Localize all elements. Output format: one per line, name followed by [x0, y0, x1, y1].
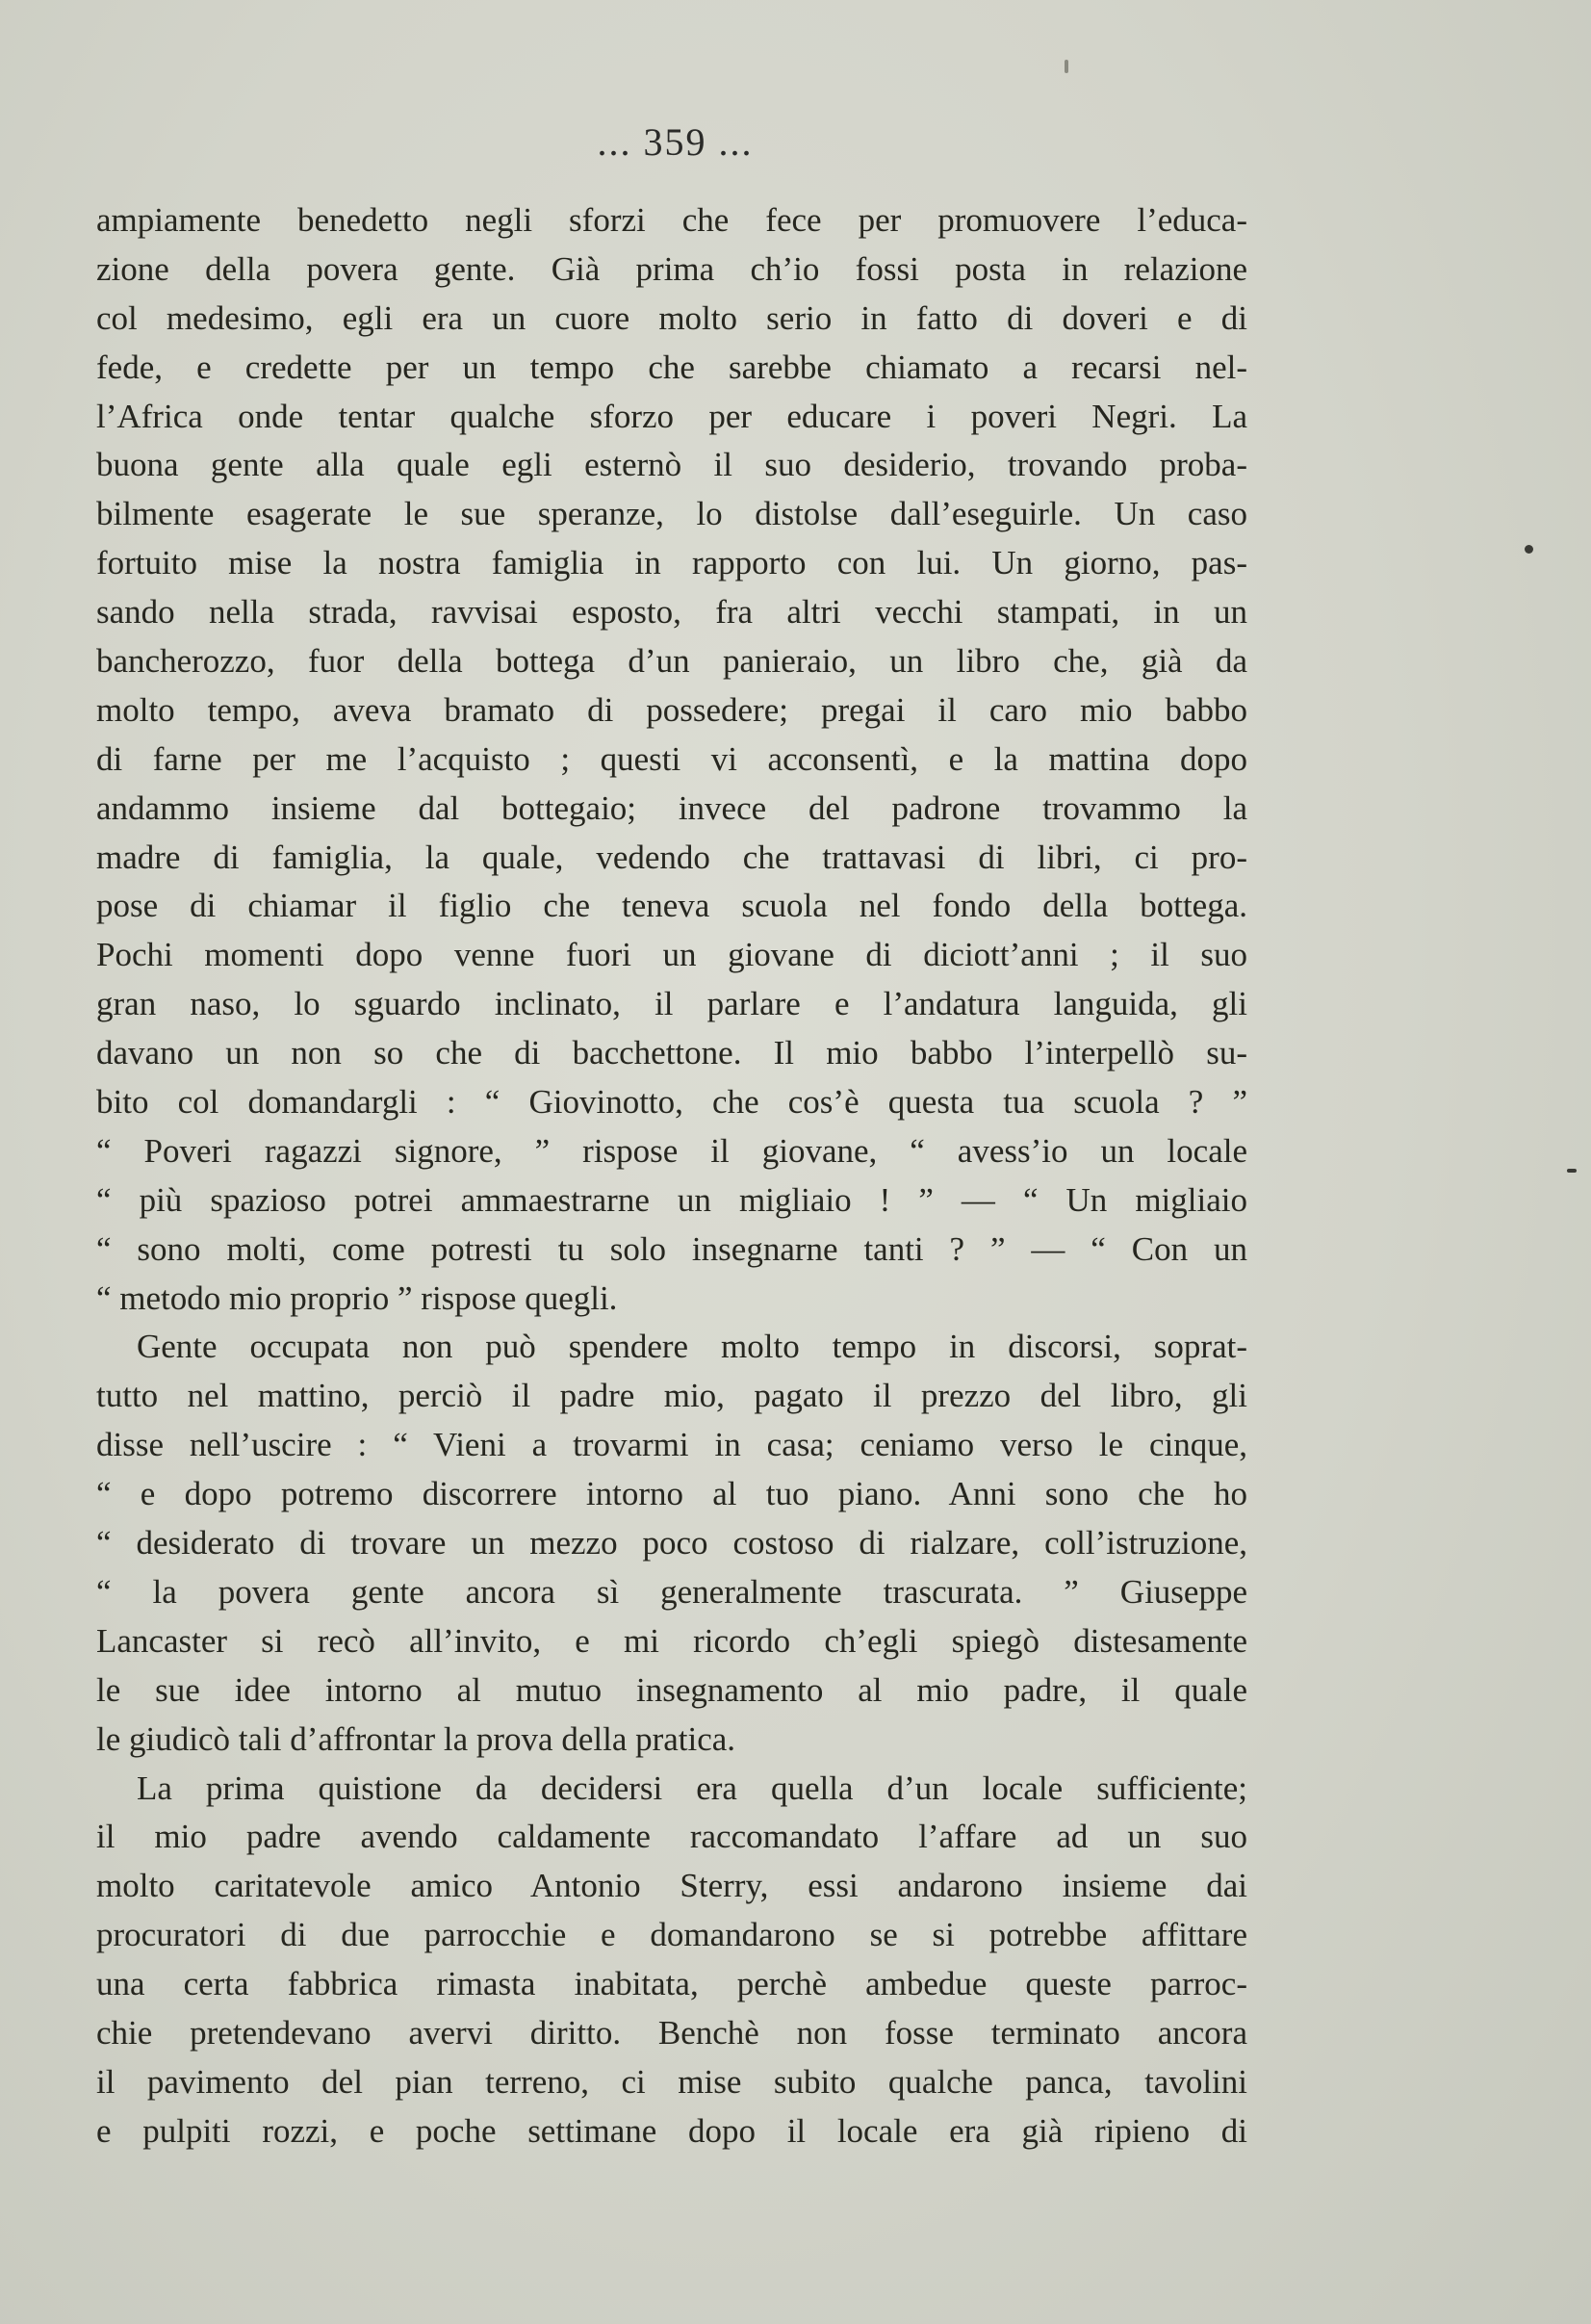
text-line: fede, e credette per un tempo che sarebbe chiamato a recarsi nel- — [96, 348, 1247, 386]
text-line: disse nell’uscire : “ Vieni a trovarmi in casa; ceniamo verso le cinque, — [96, 1426, 1247, 1464]
ink-speck — [1567, 1169, 1577, 1173]
text-line: gran naso, lo sguardo inclinato, il parlare e l’andatura languida, gli — [96, 985, 1247, 1023]
body-text — [96, 196, 1247, 2156]
text-line: col medesimo, egli era un cuore molto serio in fatto di doveri e di — [96, 298, 1247, 337]
text-line: “ sono molti, come potresti tu solo insegnarne tanti ? ” — “ Con un — [96, 1229, 1247, 1268]
text-line: pose di chiamar il figlio che teneva scuola nel fondo della bottega. — [96, 887, 1247, 925]
text-line: “ e dopo potremo discorrere intorno al tuo piano. Anni sono che ho — [96, 1475, 1247, 1513]
text-line: procuratori di due parrocchie e domandarono se si potrebbe affittare — [96, 1916, 1247, 1954]
text-line: “ metodo mio proprio ” rispose quegli. — [96, 1278, 618, 1317]
text-line: e pulpiti rozzi, e poche settimane dopo il locale era già ripieno di — [96, 2111, 1247, 2150]
ink-speck — [1065, 60, 1068, 73]
text-line: tutto nel mattino, perciò il padre mio, pagato il prezzo del libro, gli — [96, 1377, 1247, 1415]
page-number: ... 359 ... — [597, 120, 754, 164]
text-line: bito col domandargli : “ Giovinotto, che cos’è questa tua scuola ? ” — [96, 1083, 1247, 1122]
text-line: Gente occupata non può spendere molto tempo in discorsi, soprat- — [137, 1328, 1247, 1366]
text-line: fortuito mise la nostra famiglia in rapporto con lui. Un giorno, pas- — [96, 544, 1247, 582]
text-line: l’Africa onde tentar qualche sforzo per educare i poveri Negri. La — [96, 397, 1247, 435]
text-line: molto tempo, aveva bramato di possedere; pregai il caro mio babbo — [96, 690, 1247, 729]
text-line: “ desiderato di trovare un mezzo poco costoso di rialzare, coll’istruzione, — [96, 1524, 1247, 1562]
text-line: il pavimento del pian terreno, ci mise subito qualche panca, tavolini — [96, 2062, 1247, 2101]
text-line: molto caritatevole amico Antonio Sterry, essi andarono insieme dai — [96, 1867, 1247, 1905]
ink-speck — [1525, 545, 1533, 554]
text-line: ampiamente benedetto negli sforzi che fece per promuovere l’educa- — [96, 201, 1247, 239]
text-line: “ la povera gente ancora sì generalmente trascurata. ” Giuseppe — [96, 1572, 1247, 1611]
text-line: Lancaster si recò all’invito, e mi ricordo ch’egli spiegò distesamente — [96, 1621, 1247, 1660]
text-line: bancherozzo, fuor della bottega d’un panieraio, un libro che, già da — [96, 642, 1247, 681]
text-line: “ più spazioso potrei ammaestrarne un migliaio ! ” — “ Un migliaio — [96, 1180, 1247, 1219]
text-line: chie pretendevano avervi diritto. Benchè non fosse terminato ancora — [96, 2013, 1247, 2052]
text-line: Pochi momenti dopo venne fuori un giovane di diciott’anni ; il suo — [96, 936, 1247, 974]
text-line: di farne per me l’acquisto ; questi vi acconsentì, e la mattina dopo — [96, 739, 1247, 778]
text-line: madre di famiglia, la quale, vedendo che trattavasi di libri, ci pro- — [96, 838, 1247, 876]
text-line: sando nella strada, ravvisai esposto, fra altri vecchi stampati, in un — [96, 593, 1247, 632]
text-line: andammo insieme dal bottegaio; invece del padrone trovammo la — [96, 788, 1247, 827]
text-line: una certa fabbrica rimasta inabitata, perchè ambedue queste parroc- — [96, 1965, 1247, 2003]
text-line: il mio padre avendo caldamente raccomandato l’affare ad un suo — [96, 1818, 1247, 1856]
text-line: “ Poveri ragazzi signore, ” rispose il giovane, “ avess’io un locale — [96, 1131, 1247, 1170]
text-line: La prima quistione da decidersi era quella d’un locale sufficiente; — [137, 1769, 1247, 1807]
text-line: buona gente alla quale egli esternò il suo desiderio, trovando proba- — [96, 446, 1247, 484]
text-line: bilmente esagerate le sue speranze, lo distolse dall’eseguirle. Un caso — [96, 495, 1247, 533]
text-line: le sue idee intorno al mutuo insegnamento al mio padre, il quale — [96, 1670, 1247, 1709]
text-line: davano un non so che di bacchettone. Il mio babbo l’interpellò su- — [96, 1034, 1247, 1072]
text-line: zione della povera gente. Già prima ch’io fossi posta in relazione — [96, 249, 1247, 288]
text-line: le giudicò tali d’affrontar la prova della pratica. — [96, 1719, 736, 1758]
